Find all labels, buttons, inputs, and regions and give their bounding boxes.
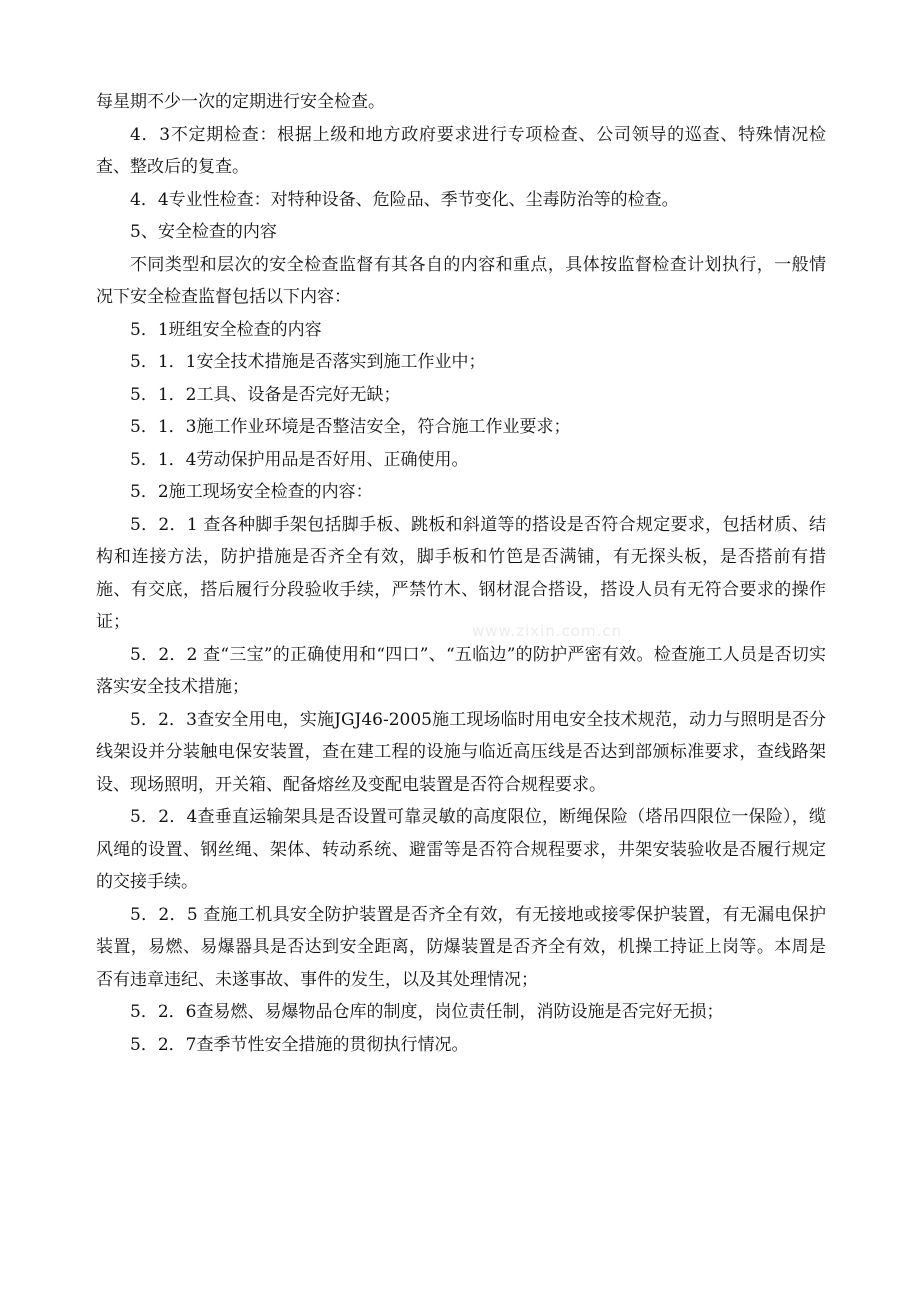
item-5-2-1: 5．2．1 查各种脚手架包括脚手板、跳板和斜道等的搭设是否符合规定要求，包括材质、结构和连接方法，防护措施是否齐全有效，脚手板和竹笆是否满铺，有无探头板，是否搭前有措施、有交底，搭后履行分段验收手续，严禁竹木、钢材混合搭设，搭设人员有无符合要求的操作证； [96,514,826,632]
item-5-2-2: 5．2．2 查“三宝”的正确使用和“四口”、“五临边”的防护严密有效。检查施工人员是否切实落实安全技术措施； [96,644,826,697]
item-5-1-1: 5．1．1安全技术措施是否落实到施工作业中； [130,352,486,372]
paragraph-4-4: 4．4专业性检查：对特种设备、危险品、季节变化、尘毒防治等的检查。 [130,189,679,210]
item-5-1-3: 5．1．3施工作业环境是否整洁安全，符合施工作业要求； [130,417,571,437]
subheading-5-2: 5．2施工现场安全检查的内容： [130,482,373,502]
watermark-text: www.zixin.com.cn [472,622,623,640]
item-5-1-2: 5．1．2工具、设备是否完好无缺； [130,384,401,405]
paragraph-4-3: 4．3不定期检查：根据上级和地方政府要求进行专项检查、公司领导的巡查、特殊情况检查、整改后的复查。 [96,124,826,177]
subheading-5-1: 5．1班组安全检查的内容 [130,319,322,340]
item-5-2-7: 5．2．7查季节性安全措施的贯彻执行情况。 [130,1034,469,1055]
item-5-2-6: 5．2．6查易燃、易爆物品仓库的制度，岗位责任制，消防设施是否完好无损； [130,1002,724,1022]
document-page [96,86,826,1061]
item-5-1-4: 5．1．4劳动保护用品是否好用、正确使用。 [130,449,469,470]
section-heading-5: 5、安全检查的内容 [130,222,277,242]
item-5-2-3: 5．2．3查安全用电，实施JGJ46-2005施工现场临时用电安全技术规范，动力与照明是否分线架设并分装触电保安装置，查在建工程的设施与临近高压线是否达到部颁标准要求，查线路架设、现场照明，开关箱、配备熔丝及变配电装置是否符合规程要求。 [96,709,826,795]
paragraph-weekly-check: 每星期不少一次的定期进行安全检查。 [96,92,385,112]
item-5-2-4: 5．2．4查垂直运输架具是否设置可靠灵敏的高度限位，断绳保险（塔吊四限位一保险），缆风绳的设置、钢丝绳、架体、转动系统、避雷等是否符合规程要求，井架安装验收是否履行规定的交接手续。 [96,807,826,892]
item-5-2-5: 5．2．5 查施工机具安全防护装置是否齐全有效，有无接地或接零保护装置，有无漏电保护装置，易燃、易爆器具是否达到安全距离，防爆装置是否齐全有效，机操工持证上岗等。本周是否有违章违纪、未遂事故、事件的发生，以及其处理情况； [96,904,826,990]
paragraph-5-intro: 不同类型和层次的安全检查监督有其各自的内容和重点，具体按监督检查计划执行，一般情况下安全检查监督包括以下内容： [96,254,826,307]
